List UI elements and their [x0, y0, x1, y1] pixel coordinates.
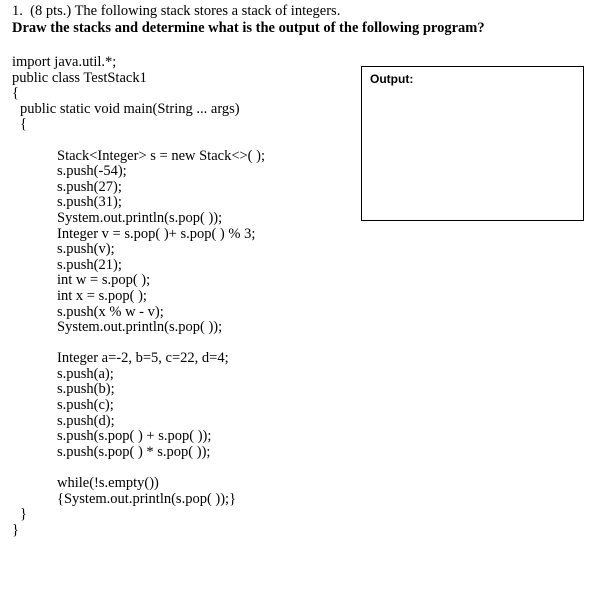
code-line: System.out.println(s.pop( ));	[57, 319, 223, 336]
code-line: s.push(-54);	[57, 163, 127, 180]
code-line: int w = s.pop( );	[57, 272, 151, 289]
code-line: s.push(s.pop( ) + s.pop( ));	[57, 428, 212, 445]
question-points: (8 pts.) The following stack stores a stack of integers.	[30, 3, 341, 19]
question-number: 1.	[12, 3, 23, 19]
code-line: {	[12, 85, 19, 102]
code-line: public class TestStack1	[12, 69, 147, 86]
code-listing	[12, 55, 265, 538]
output-box	[361, 66, 584, 221]
code-line: Integer v = s.pop( )+ s.pop( ) % 3;	[57, 225, 256, 242]
code-line: int x = s.pop( );	[57, 287, 147, 304]
code-line: Integer a=-2, b=5, c=22, d=4;	[57, 350, 229, 367]
code-line: s.push(c);	[57, 397, 114, 414]
code-line: System.out.println(s.pop( ));	[57, 209, 223, 226]
code-line: s.push(s.pop( ) * s.pop( ));	[57, 443, 211, 460]
code-line: Stack<Integer> s = new Stack<>( );	[57, 147, 265, 164]
code-line: while(!s.empty())	[57, 475, 159, 492]
code-line: }	[20, 506, 27, 523]
code-line: s.push(27);	[57, 178, 122, 195]
code-line	[12, 336, 265, 352]
code-line: {	[20, 116, 27, 133]
code-line: {System.out.println(s.pop( ));}	[57, 490, 237, 507]
code-line	[12, 133, 265, 149]
code-line: import java.util.*;	[12, 54, 117, 70]
code-line	[12, 460, 265, 476]
question-instruction: Draw the stacks and determine what is the output of the following program?	[12, 20, 485, 36]
code-line: s.push(31);	[57, 194, 122, 211]
code-line: s.push(21);	[57, 256, 122, 273]
code-line: s.push(b);	[57, 381, 115, 398]
code-line: s.push(d);	[57, 412, 115, 429]
code-line: s.push(a);	[57, 365, 114, 382]
question-header	[12, 3, 340, 20]
code-line: s.push(x % w - v);	[57, 303, 164, 320]
code-line: }	[12, 521, 19, 538]
code-line: s.push(v);	[57, 241, 115, 258]
output-label: Output:	[370, 72, 414, 86]
code-line: public static void main(String ... args)	[20, 100, 240, 117]
